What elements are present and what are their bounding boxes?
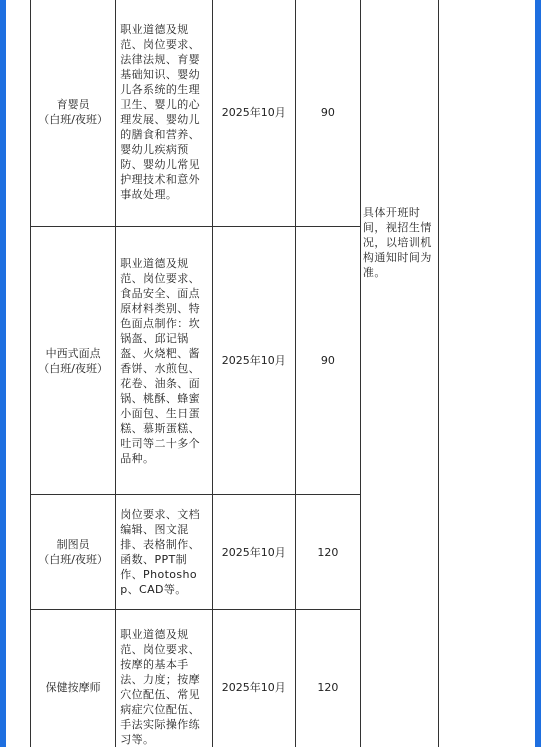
course-name-cell: [31, 0, 116, 227]
start-date: 2025年10月: [212, 495, 295, 610]
training-schedule-table: [30, 0, 439, 747]
start-date: 2025年10月: [212, 610, 295, 747]
remark-text: 具体开班时间，视招生情况，以培训机构通知时间为准。: [362, 206, 432, 279]
class-hours: 90: [295, 227, 360, 495]
course-content: 职业道德及规范、岗位要求、食品安全、面点原材料类别、特色面点制作：坎锅盔、邱记锅盔、火烧粑、酱香饼、水煎包、花卷、油条、面锅、桃酥、蜂蜜小面包、生日蛋糕、慕斯蛋糕、吐司等二十多个品种。: [116, 227, 212, 495]
start-date: 2025年10月: [212, 227, 295, 495]
course-name: 中西式面点: [45, 346, 101, 360]
course-content: 岗位要求、文档编辑、图文混排、表格制作、函数、PPT制作、Photoshop、CAD等。: [116, 495, 212, 610]
table-row: [31, 0, 439, 227]
course-shift: （白班/夜班）: [38, 113, 108, 126]
course-name: 育婴员: [56, 98, 90, 111]
remark-cell: [360, 0, 438, 747]
class-hours: 90: [295, 0, 360, 227]
right-accent-bar: [535, 0, 541, 747]
course-name: 保健按摩师: [45, 680, 101, 694]
document-page: [6, 0, 535, 747]
course-name: 制图员: [56, 538, 90, 551]
course-shift: （白班/夜班）: [38, 553, 108, 566]
course-shift: （白班/夜班）: [38, 361, 108, 375]
class-hours: 120: [295, 610, 360, 747]
course-content: 职业道德及规范、岗位要求、法律法规、育婴基础知识、婴幼儿各系统的生理卫生、婴儿的心理发展、婴幼儿的膳食和营养、婴幼儿疾病预防、婴幼儿常见护理技术和意外事故处理。: [116, 0, 212, 227]
class-hours: 120: [295, 495, 360, 610]
course-name-cell: [31, 227, 116, 495]
course-name-cell: [31, 610, 116, 747]
course-content: 职业道德及规范、岗位要求、按摩的基本手法、力度；按摩穴位配伍、常见病症穴位配伍、手法实际操作练习等。: [116, 610, 212, 747]
course-name-cell: [31, 495, 116, 610]
start-date: 2025年10月: [212, 0, 295, 227]
